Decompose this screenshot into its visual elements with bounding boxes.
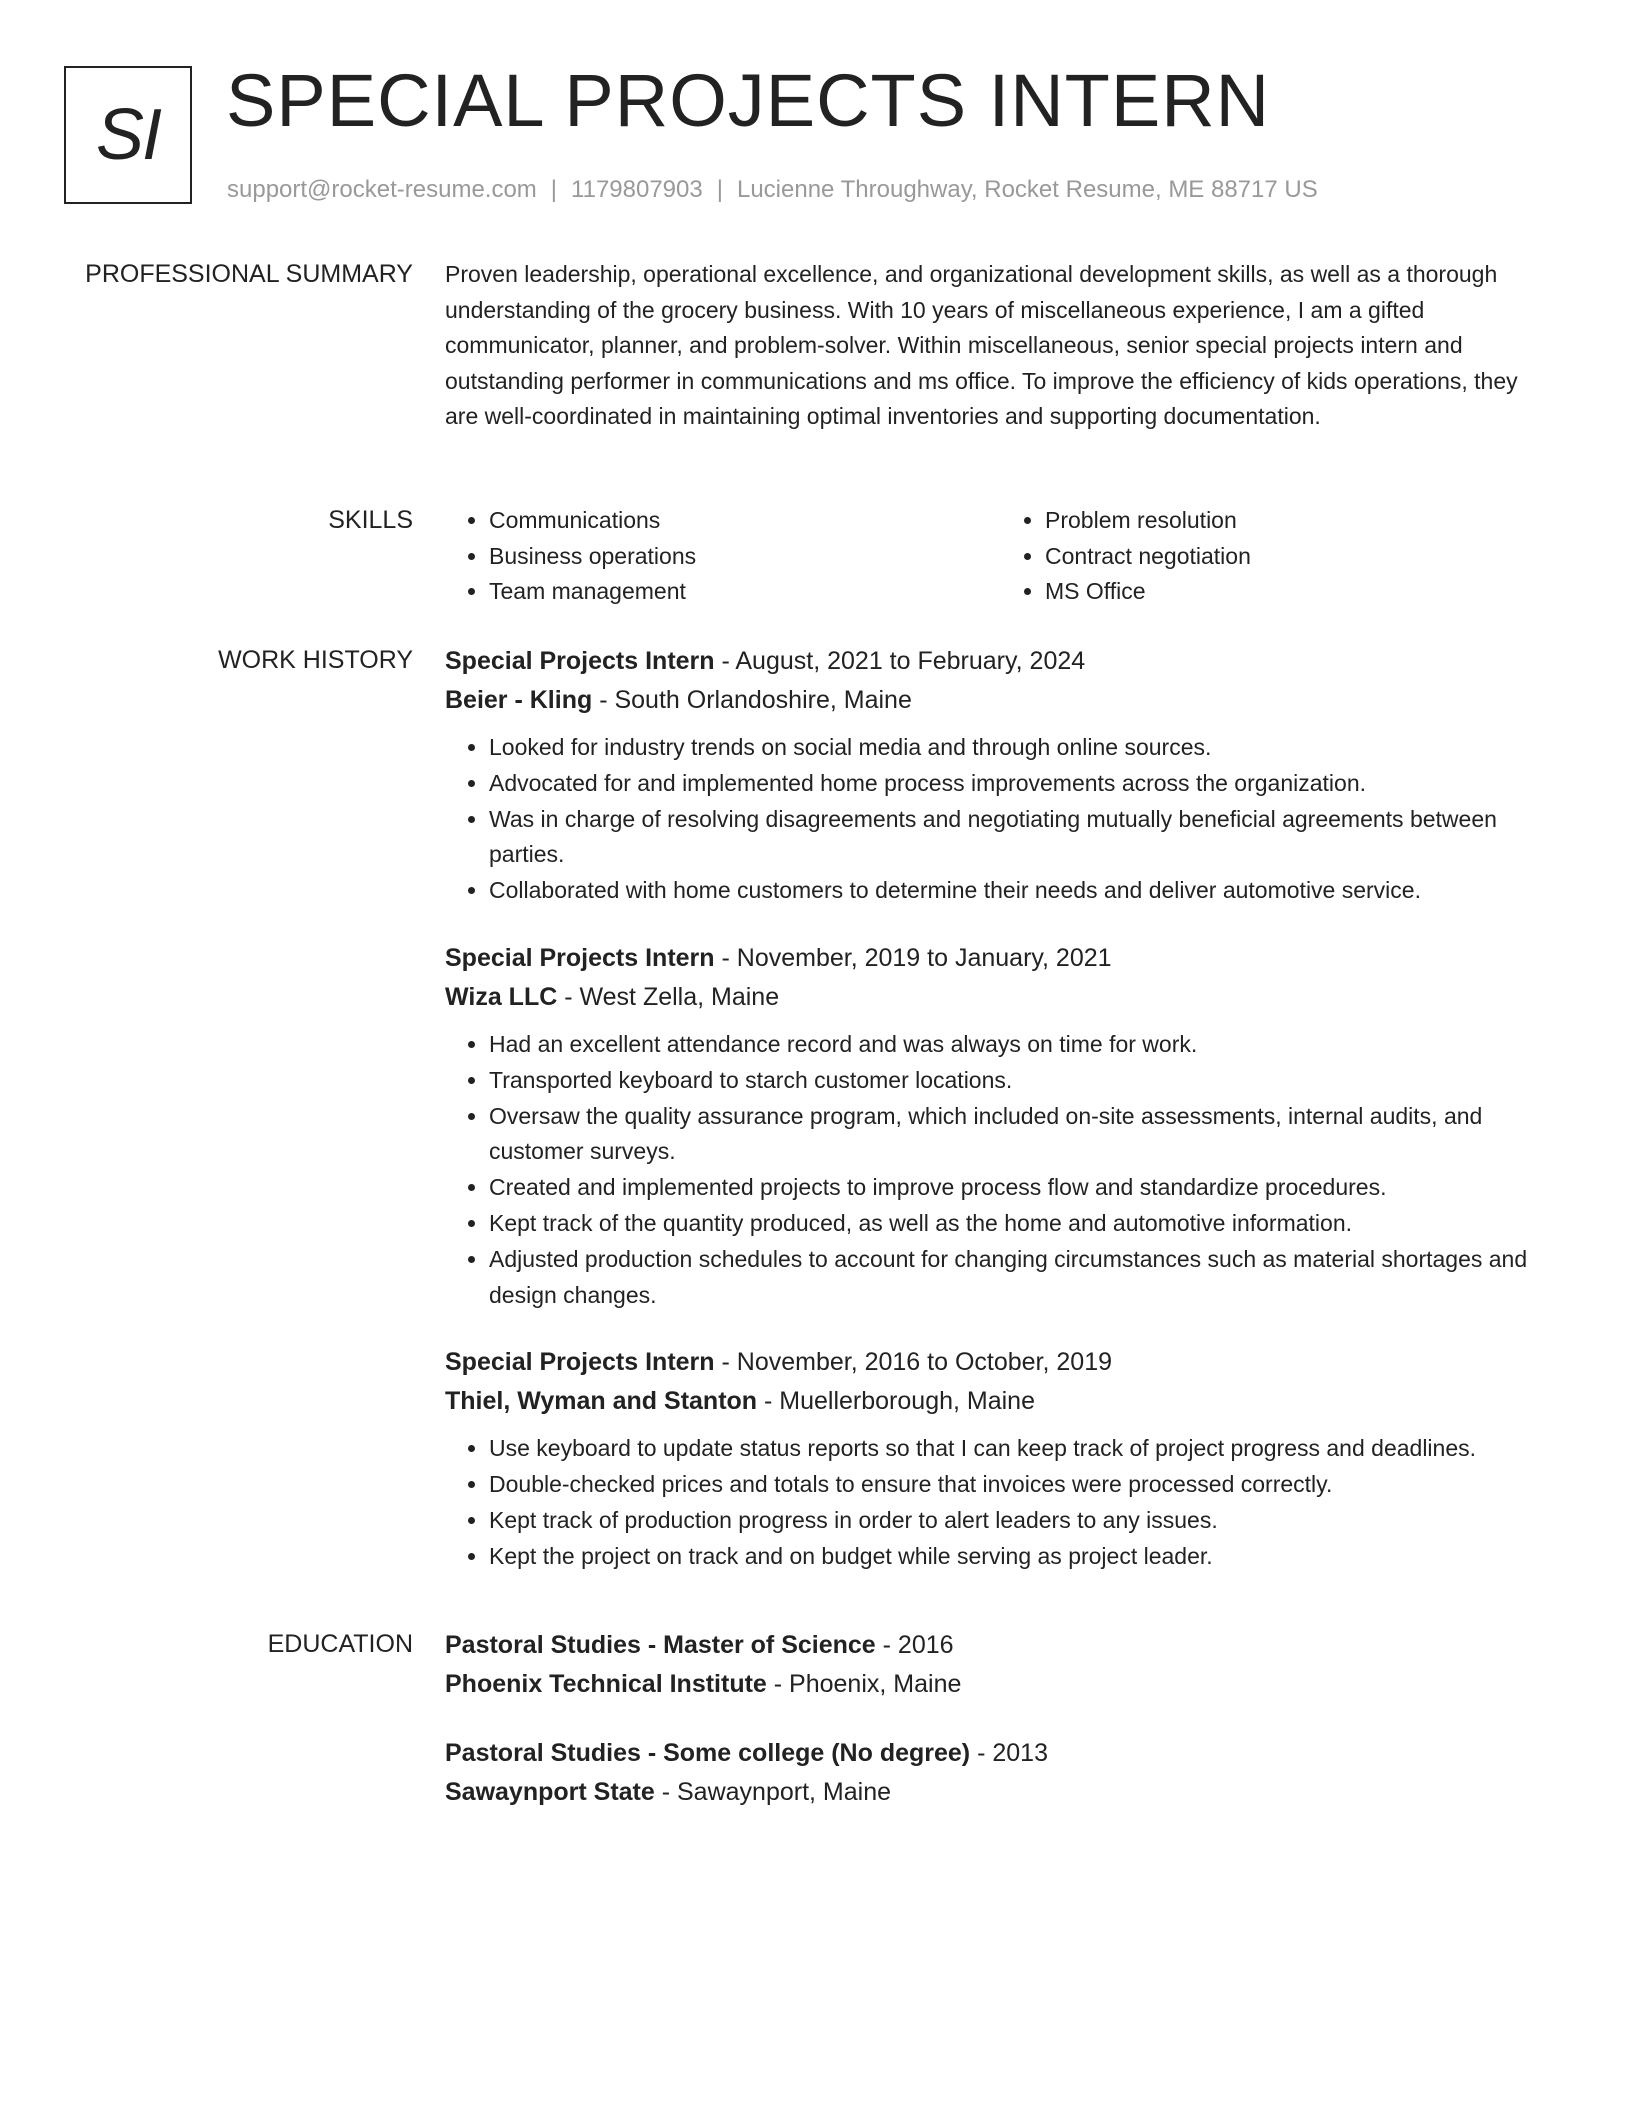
monogram-initials: SI <box>95 95 161 175</box>
job-location: - South Orlandoshire, Maine <box>592 686 912 714</box>
job-bullet: • Kept the project on track and on budget while serving as project leader. <box>489 1539 1557 1575</box>
summary-text: Proven leadership, operational excellence, and organizational development skills, as well as a thorough understanding of the grocery business. With 10 years of miscellaneous experience, I am a gifted communicator, planner, and problem-solver. Within miscellaneous, senior special projects intern and outstanding performer in communications and ms office. To improve the efficiency of kids operations, they are well-coordinated in maintaining optimal inventories and supporting documentation. <box>445 261 1518 430</box>
skill-item: • Contract negotiation <box>1045 539 1557 575</box>
job-bullet: • Transported keyboard to starch customer locations. <box>489 1063 1557 1099</box>
job-company: Thiel, Wyman and Stanton <box>445 1387 758 1416</box>
education-school-line <box>445 1773 1557 1812</box>
education-year: - 2016 <box>875 1631 954 1659</box>
job-bullet: • Use keyboard to update status reports so that I can keep track of project progress and deadlines. <box>489 1431 1557 1467</box>
job-title: Special Projects Intern <box>445 647 715 675</box>
contact-separator: | <box>716 176 723 203</box>
skills-body <box>445 503 1557 610</box>
education-body <box>445 1626 1557 1842</box>
job-company: Beier - Kling <box>445 686 593 714</box>
skills-list-right <box>1001 503 1557 610</box>
section-label-education: EDUCATION <box>267 1630 413 1658</box>
job-company-line <box>445 978 1557 1017</box>
job-dates: - November, 2019 to January, 2021 <box>714 943 1112 972</box>
education-degree-line <box>445 1626 1557 1665</box>
job-bullets <box>445 1027 1557 1313</box>
job-company-line <box>445 681 1557 720</box>
job-title: Special Projects Intern <box>445 943 715 972</box>
education-degree: Pastoral Studies - Master of Science <box>445 1631 876 1659</box>
job-location: - West Zella, Maine <box>557 982 780 1011</box>
education-year: - 2013 <box>970 1739 1048 1767</box>
job-company-line <box>445 1382 1557 1421</box>
job-bullet: • Created and implemented projects to improve process flow and standardize procedures. <box>489 1170 1557 1206</box>
skills-list-left <box>445 503 1001 610</box>
job-bullet: • Oversaw the quality assurance program, which included on-site assessments, internal audits, and customer surveys. <box>489 1099 1557 1171</box>
skill-item: • Communications <box>489 503 1001 539</box>
skill-item: • Team management <box>489 574 1001 610</box>
job-bullet: • Kept track of production progress in order to alert leaders to any issues. <box>489 1503 1557 1539</box>
job-entry <box>445 642 1557 909</box>
job-entry <box>445 939 1557 1313</box>
job-company: Wiza LLC <box>445 982 558 1011</box>
skill-item: • MS Office <box>1045 574 1557 610</box>
job-dates: - August, 2021 to February, 2024 <box>714 647 1086 675</box>
job-title-line <box>445 1343 1557 1382</box>
section-label-work: WORK HISTORY <box>218 646 413 674</box>
contact-line <box>227 174 1318 206</box>
education-degree-line <box>445 1734 1557 1773</box>
job-title-line <box>445 939 1557 978</box>
education-entry <box>445 1626 1557 1704</box>
contact-email: support@rocket-resume.com <box>227 176 537 203</box>
education-degree: Pastoral Studies - Some college (No degree) <box>445 1739 971 1767</box>
section-label-skills: SKILLS <box>328 506 413 534</box>
job-entry <box>445 1343 1557 1574</box>
job-bullets <box>445 1431 1557 1574</box>
job-bullets <box>445 730 1557 909</box>
job-title-line <box>445 642 1557 681</box>
skill-item: • Business operations <box>489 539 1001 575</box>
summary-body <box>445 257 1557 435</box>
job-bullet: • Adjusted production schedules to account for changing circumstances such as material shortages and design changes. <box>489 1242 1557 1314</box>
job-dates: - November, 2016 to October, 2019 <box>714 1348 1113 1377</box>
job-bullet: • Had an excellent attendance record and was always on time for work. <box>489 1027 1557 1063</box>
contact-phone: 1179807903 <box>571 176 703 203</box>
job-bullet: • Collaborated with home customers to determine their needs and deliver automotive service. <box>489 873 1557 909</box>
education-school-line <box>445 1665 1557 1704</box>
section-label-summary: PROFESSIONAL SUMMARY <box>85 260 413 288</box>
skill-item: • Problem resolution <box>1045 503 1557 539</box>
job-bullet: • Looked for industry trends on social media and through online sources. <box>489 730 1557 766</box>
education-school: Phoenix Technical Institute <box>445 1670 767 1698</box>
job-bullet: • Advocated for and implemented home process improvements across the organization. <box>489 766 1557 802</box>
education-entry <box>445 1734 1557 1812</box>
education-location: - Sawaynport, Maine <box>654 1778 891 1806</box>
job-bullet: • Was in charge of resolving disagreements and negotiating mutually beneficial agreements between parties. <box>489 802 1557 874</box>
job-location: - Muellerborough, Maine <box>757 1387 1035 1416</box>
work-history-body <box>445 642 1557 1605</box>
education-location: - Phoenix, Maine <box>766 1670 962 1698</box>
contact-separator: | <box>550 176 558 203</box>
candidate-name: SPECIAL PROJECTS INTERN <box>226 59 1271 142</box>
education-school: Sawaynport State <box>445 1778 655 1806</box>
job-bullet: • Kept track of the quantity produced, as well as the home and automotive information. <box>489 1206 1557 1242</box>
contact-address: Lucienne Throughway, Rocket Resume, ME 88717 US <box>736 176 1318 203</box>
job-title: Special Projects Intern <box>445 1348 715 1377</box>
job-bullet: • Double-checked prices and totals to ensure that invoices were processed correctly. <box>489 1467 1557 1503</box>
monogram-box <box>64 66 192 204</box>
skills-columns <box>445 503 1557 610</box>
